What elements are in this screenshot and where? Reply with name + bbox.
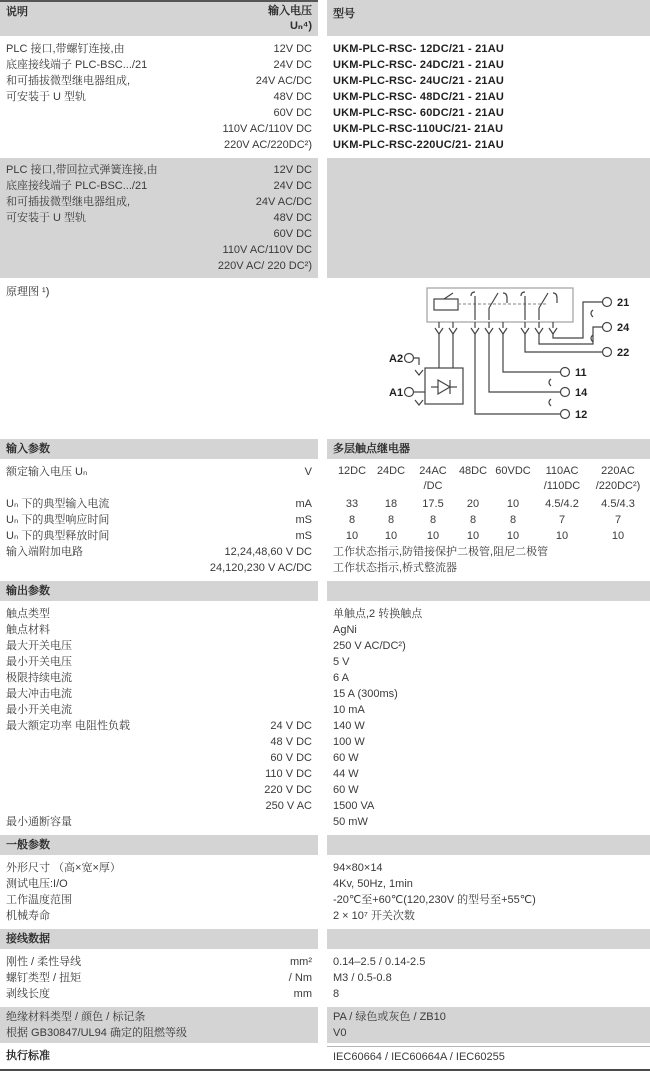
matrix-row-current: 33 18 17.5 20 10 4.5/4.2 4.5/4.3 — [345, 498, 635, 510]
matrix-row-release: 10 10 10 10 10 10 10 — [345, 530, 625, 542]
general-params-header-band — [0, 835, 650, 855]
model-item: UKM-PLC-RSC-110UC/21- 21AU — [333, 123, 504, 135]
output-params-right: 单触点,2 转换触点 AgNi 250 V AC/DC²) 5 V 6 A 15 A (300ms) 10 mA 140 W 100 W 60 W 44 W 60 W 1500 VA 50 mW — [333, 608, 423, 828]
output-params-title: 输出参数 — [0, 581, 318, 601]
terminal-21-label: 21 — [617, 297, 630, 309]
terminal-12-label: 12 — [575, 409, 588, 421]
model-item: UKM-PLC-RSC- 60DC/21 - 21AU — [333, 107, 505, 119]
variant-spring-band — [0, 158, 650, 278]
variant-screw-left — [0, 39, 318, 155]
model-item: UKM-PLC-RSC- 12DC/21 - 21AU — [333, 43, 505, 55]
variant-spring-right-filler — [327, 158, 650, 278]
relay-type-title: 多层触点继电器 — [327, 439, 650, 459]
input-current-row: Uₙ 下的典型输入电流 mA — [6, 498, 312, 510]
rated-voltage-row: 额定输入电压 Uₙ V — [6, 466, 312, 478]
schematic-band — [0, 282, 650, 435]
insulation-right: PA / 绿色或灰色 / ZB10 V0 — [327, 1007, 650, 1043]
general-params-right: 94×80×14 4Kv, 50Hz, 1min -20℃至+60℃(120,230V 的型号至+55℃) 2 × 10⁷ 开关次数 — [333, 862, 536, 922]
top-header-band — [0, 0, 650, 36]
response-time-row: Uₙ 下的典型响应时间 mS — [6, 514, 312, 526]
input-params-table — [0, 462, 650, 578]
terminal-24-label: 24 — [617, 322, 630, 334]
wiring-data-header-band — [0, 929, 650, 949]
terminal-14-label: 14 — [575, 387, 588, 399]
model-item: UKM-PLC-RSC- 48DC/21 - 21AU — [333, 91, 505, 103]
wiring-data-title: 接线数据 — [0, 929, 318, 949]
output-params-bar-filler — [327, 581, 650, 601]
variant-spring-voltages: 12V DC 24V DC 24V AC/DC 48V DC 60V DC 110V AC/110V DC 220V AC/ 220 DC²) — [217, 164, 312, 272]
variant-screw-description: PLC 接口,带螺钉连接,由 底座接线端子 PLC-BSC.../21 和可插拔微型继电器组成, 可安装于 U 型轨 — [6, 43, 148, 103]
variant-screw-band — [0, 39, 650, 155]
schematic-label: 原理图 ¹) — [6, 286, 50, 298]
wiring-data-right: 0.14–2.5 / 0.14-2.5 M3 / 0.5-0.8 8 — [333, 956, 426, 1000]
input-params-title: 输入参数 — [0, 439, 318, 459]
output-params-header-band — [0, 581, 650, 601]
voltage-matrix-header: 12DC 24DC 24AC /DC 48DC 60VDC 110AC /110DC 220AC /220DC²) — [337, 465, 641, 492]
terminal-a2-label: A2 — [389, 353, 404, 365]
input-circuit-value: 工作状态指示,防错接保护二极管,阻尼二极管 — [333, 546, 549, 558]
input-voltage-header: 输入电压 Uₙ⁴) — [268, 5, 312, 32]
schematic-diagram — [327, 282, 650, 435]
terminal-11-label: 11 — [575, 367, 587, 379]
release-time-row: Uₙ 下的典型释放时间 mS — [6, 530, 312, 542]
general-params-title: 一般参数 — [0, 835, 318, 855]
input-circuit-row2: 24,120,230 V AC/DC — [209, 562, 312, 574]
standards-title: 执行标准 — [6, 1050, 50, 1062]
general-params-left: 外形尺寸 （高×宽×厚） 测试电压:I/O 工作温度范围 机械寿命 — [6, 862, 121, 922]
model-item: UKM-PLC-RSC- 24DC/21 - 21AU — [333, 59, 505, 71]
wiring-data-table — [0, 952, 650, 1004]
output-params-left: 触点类型 触点材料 最大开关电压 最小开关电压 极限持续电流 最大冲击电流 最小开关电流 最大额定功率 电阻性负载 24 V DC 48 V DC 60 V DC 110 V DC 220 V DC 250 V AC 最小通断容量 — [6, 608, 312, 828]
model-list — [327, 39, 650, 155]
wiring-data-left: 刚性 / 柔性导线 mm² 螺钉类型 / 扭矩 / Nm 剥线长度 mm — [6, 956, 312, 1000]
model-header-bar — [327, 0, 650, 36]
output-params-table — [0, 604, 650, 832]
general-params-table — [0, 858, 650, 926]
insulation-left: 绝缘材料类型 / 颜色 / 标记条 根据 GB30847/UL94 确定的阻燃等级 — [0, 1007, 318, 1043]
variant-screw-voltages: 12V DC 24V DC 24V AC/DC 48V DC 60V DC 110V AC/110V DC 220V AC/220DC²) — [222, 43, 312, 151]
input-circuit-row: 输入端附加电路 12,24,48,60 V DC — [6, 546, 312, 558]
description-header: 说明 — [6, 6, 28, 18]
description-header-bar — [0, 0, 318, 36]
matrix-row-response: 8 8 8 8 8 7 7 — [348, 514, 622, 526]
standards-value: IEC60664 / IEC60664A / IEC60255 — [327, 1046, 650, 1067]
model-item: UKM-PLC-RSC-220UC/21- 21AU — [333, 139, 504, 151]
wiring-data-bar-filler — [327, 929, 650, 949]
input-params-left — [0, 462, 318, 578]
model-item: UKM-PLC-RSC- 24UC/21 - 21AU — [333, 75, 505, 87]
standards-band — [0, 1046, 650, 1067]
variant-spring-left — [0, 158, 318, 278]
circuit-schematic-svg — [387, 282, 637, 430]
input-params-header-band — [0, 439, 650, 459]
input-params-right — [327, 462, 650, 578]
variant-spring-description: PLC 接口,带回拉式弹簧连接,由 底座接线端子 PLC-BSC.../21 和可插拔微型继电器组成, 可安装于 U 型轨 — [6, 164, 158, 224]
general-params-bar-filler — [327, 835, 650, 855]
input-circuit-value2: 工作状态指示,桥式整流器 — [333, 562, 458, 574]
terminal-22-label: 22 — [617, 347, 630, 359]
model-header: 型号 — [333, 8, 355, 20]
terminal-a1-label: A1 — [389, 387, 404, 399]
insulation-band — [0, 1007, 650, 1043]
